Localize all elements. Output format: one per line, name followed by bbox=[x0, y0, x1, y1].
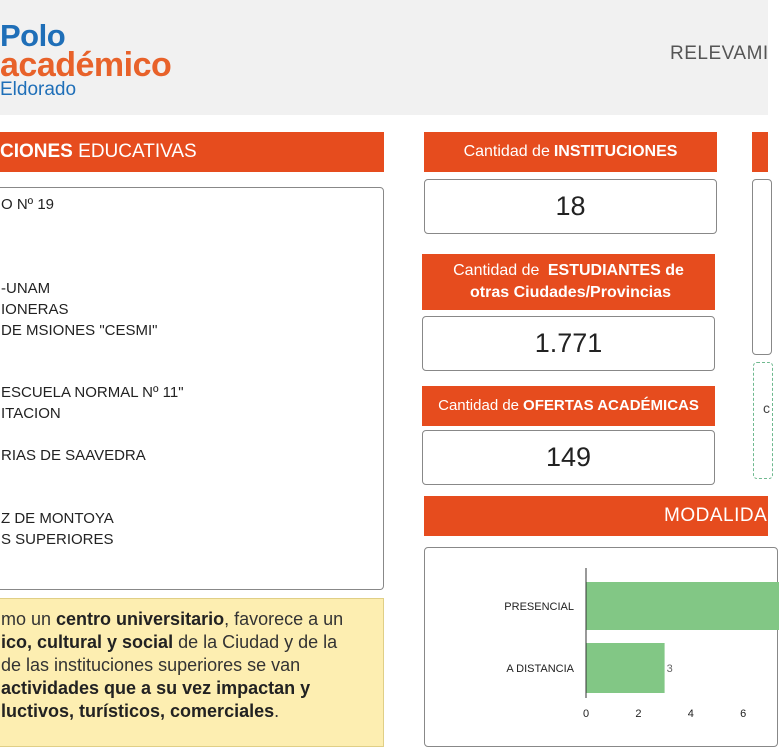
stat-label-line-2 bbox=[466, 282, 671, 304]
students-count-value: 1.771 bbox=[422, 316, 715, 371]
institutions-count-value: 18 bbox=[424, 179, 717, 234]
x-tick-label: 0 bbox=[582, 708, 590, 720]
list-item[interactable]: RIAS DE SAAVEDRA bbox=[1, 447, 146, 464]
modality-chart bbox=[424, 547, 778, 747]
description-bold: actividades que a su vez impactan y bbox=[1, 678, 311, 698]
right-dashed-panel-partial bbox=[753, 362, 773, 479]
institutions-header bbox=[0, 132, 384, 172]
description-line-2 bbox=[1, 632, 337, 653]
description-line-5 bbox=[1, 701, 279, 722]
stat-label: Cantidad de bbox=[463, 143, 550, 160]
list-item[interactable]: DE MSIONES "CESMI" bbox=[1, 322, 158, 339]
category-label: A DISTANCIA bbox=[506, 663, 574, 675]
right-dashed-panel-text: c bbox=[763, 400, 770, 416]
logo-academico-text: académico bbox=[0, 46, 172, 84]
bar-presencial[interactable] bbox=[586, 582, 779, 630]
data-label: 3 bbox=[666, 663, 673, 675]
description-line-4 bbox=[1, 678, 310, 699]
offers-count-value: 149 bbox=[422, 430, 715, 485]
logo-polo-text: Polo bbox=[0, 18, 66, 53]
description-bold: centro universitario bbox=[56, 609, 225, 629]
description-line-3: de las instituciones superiores se van bbox=[1, 655, 301, 675]
right-panel-header-partial bbox=[752, 132, 768, 172]
stat-label-bold: otras Ciudades/Provincias bbox=[470, 284, 671, 301]
category-label: PRESENCIAL bbox=[504, 601, 574, 613]
description-box bbox=[0, 598, 384, 747]
institutions-header-bold: CIONES bbox=[0, 141, 73, 162]
polo-academico-logo[interactable] bbox=[0, 18, 230, 103]
description-bold: luctivos, turísticos, comerciales bbox=[1, 701, 275, 721]
description-text: de la Ciudad y de la bbox=[173, 632, 338, 652]
institutions-list[interactable] bbox=[0, 187, 384, 590]
offers-count-header bbox=[422, 386, 715, 426]
stat-label-bold: OFERTAS ACADÉMICAS bbox=[523, 397, 699, 414]
description-bold: ico, cultural y social bbox=[1, 632, 174, 652]
modality-chart-svg bbox=[425, 548, 779, 748]
modality-header: MODALIDA bbox=[424, 496, 768, 536]
description-text: , favorece a un bbox=[224, 609, 344, 629]
list-item[interactable]: IONERAS bbox=[1, 301, 69, 318]
students-count-header bbox=[422, 254, 715, 310]
stat-label-bold: ESTUDIANTES de bbox=[547, 262, 684, 279]
right-panel-box-partial bbox=[752, 179, 772, 355]
institutions-header-rest: EDUCATIVAS bbox=[78, 141, 197, 162]
description-text: . bbox=[274, 701, 280, 721]
x-tick-label: 6 bbox=[740, 708, 747, 720]
logo-eldorado-text: Eldorado bbox=[0, 79, 77, 100]
list-item[interactable]: ITACION bbox=[1, 405, 61, 422]
list-item[interactable]: S SUPERIORES bbox=[1, 531, 114, 548]
bar-a-distancia[interactable] bbox=[586, 643, 665, 693]
top-bar bbox=[0, 0, 768, 115]
x-tick-label: 2 bbox=[635, 708, 642, 720]
stat-label: Cantidad de bbox=[438, 397, 520, 414]
institutions-count-header bbox=[424, 132, 717, 172]
stat-label-bold: INSTITUCIONES bbox=[553, 143, 678, 160]
stat-label-line-1 bbox=[453, 260, 684, 282]
list-item[interactable]: O Nº 19 bbox=[1, 196, 54, 213]
description-line-1 bbox=[1, 609, 343, 630]
list-item[interactable]: Z DE MONTOYA bbox=[1, 510, 114, 527]
description-text: mo un bbox=[1, 609, 57, 629]
list-item[interactable]: ESCUELA NORMAL Nº 11" bbox=[1, 384, 184, 401]
page-title: RELEVAMI bbox=[670, 43, 769, 64]
list-item[interactable]: -UNAM bbox=[1, 280, 51, 297]
stat-label: Cantidad de bbox=[453, 262, 540, 279]
x-tick-label: 4 bbox=[687, 708, 694, 720]
